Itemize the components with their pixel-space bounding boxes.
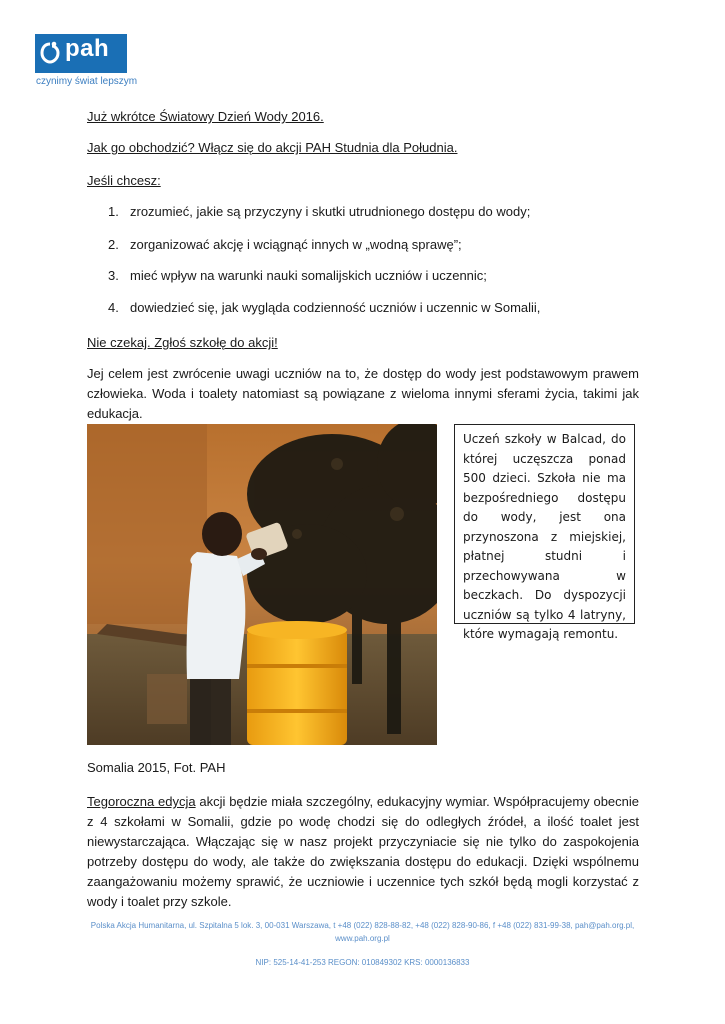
logo-text: pah	[65, 35, 110, 62]
list-item	[108, 300, 540, 315]
list-item	[108, 237, 462, 252]
footer-registration: NIP: 525-14-41-253 REGON: 010849302 KRS: 0000136833	[255, 958, 470, 967]
list-number: 1.	[108, 204, 119, 219]
photo-boy-drinking	[87, 424, 437, 745]
photo-illustration	[87, 424, 437, 745]
pah-heart-icon	[40, 40, 60, 66]
list-text: zrozumieć, jakie są przyczyny i skutki utrudnionego dostępu do wody;	[130, 204, 531, 219]
intro-line-3: Jeśli chcesz:	[87, 173, 161, 188]
list-item	[108, 204, 530, 219]
footer-address: Polska Akcja Humanitarna, ul. Szpitalna 5 lok. 3, 00-031 Warszawa, t +48 (022) 828-88-82, +48 (022) 828-90-86, f +48 (022) 831-99-38, pah@pah.org.pl,	[90, 921, 635, 930]
paragraph-2-text: akcji będzie miała szczególny, edukacyjny wymiar. Współpracujemy obecnie z 4 szkołami w Somalii, gdzie po wodę chodzi się do odległych źródeł, a ilość toalet jest niewystarczająca. Włączając się w nasz projekt przyczyniacie się nie tylko do zaspokojenia potrzeby dostępu do wody, ale także do zwiększania dostępu do edukacji. Dzięki wspólnemu zaangażowaniu możemy sprawić, że uczniowie i uczennice tych szkół będą mogli korzystać z wody i toalet przy szkole.	[87, 794, 640, 909]
list-number: 2.	[108, 237, 119, 252]
intro-line-2: Jak go obchodzić? Włącz się do akcji PAH Studnia dla Południa.	[87, 140, 458, 155]
list-text: dowiedzieć się, jak wygląda codzienność uczniów i uczennic w Somalii,	[130, 300, 541, 315]
paragraph-2-lead: Tegoroczna edycja	[87, 794, 196, 809]
intro-line-1: Już wkrótce Światowy Dzień Wody 2016.	[87, 109, 324, 124]
list-text: mieć wpływ na warunki nauki somalijskich uczniów i uczennic;	[130, 268, 487, 283]
photo-credit: Somalia 2015, Fot. PAH	[87, 760, 226, 775]
list-number: 4.	[108, 300, 119, 315]
paragraph-1: Jej celem jest zwrócenie uwagi uczniów na to, że dostęp do wody jest podstawowym prawem człowieka. Woda i toalety natomiast są powiązane z wieloma innymi sferami życia, takimi jak edukacja.	[87, 366, 639, 421]
footer-website[interactable]: www.pah.org.pl	[335, 934, 390, 943]
list-number: 3.	[108, 268, 119, 283]
photo-description-box: Uczeń szkoły w Balcad, do której uczęszcza ponad 500 dzieci. Szkoła nie ma bezpośredniego dostępu do wody, jest ona przynoszona z miejskiej, płatnej studni i przechowywana w beczkach. Do dyspozycji uczniów są tylko 4 latryny, które wymagają remontu.	[454, 424, 635, 624]
paragraph-2	[87, 792, 639, 912]
call-to-action: Nie czekaj. Zgłoś szkołę do akcji!	[87, 335, 278, 350]
tagline: czynimy świat lepszym	[36, 76, 138, 87]
list-text: zorganizować akcję i wciągnąć innych w „wodną sprawę”;	[130, 237, 462, 252]
list-item	[108, 268, 487, 283]
